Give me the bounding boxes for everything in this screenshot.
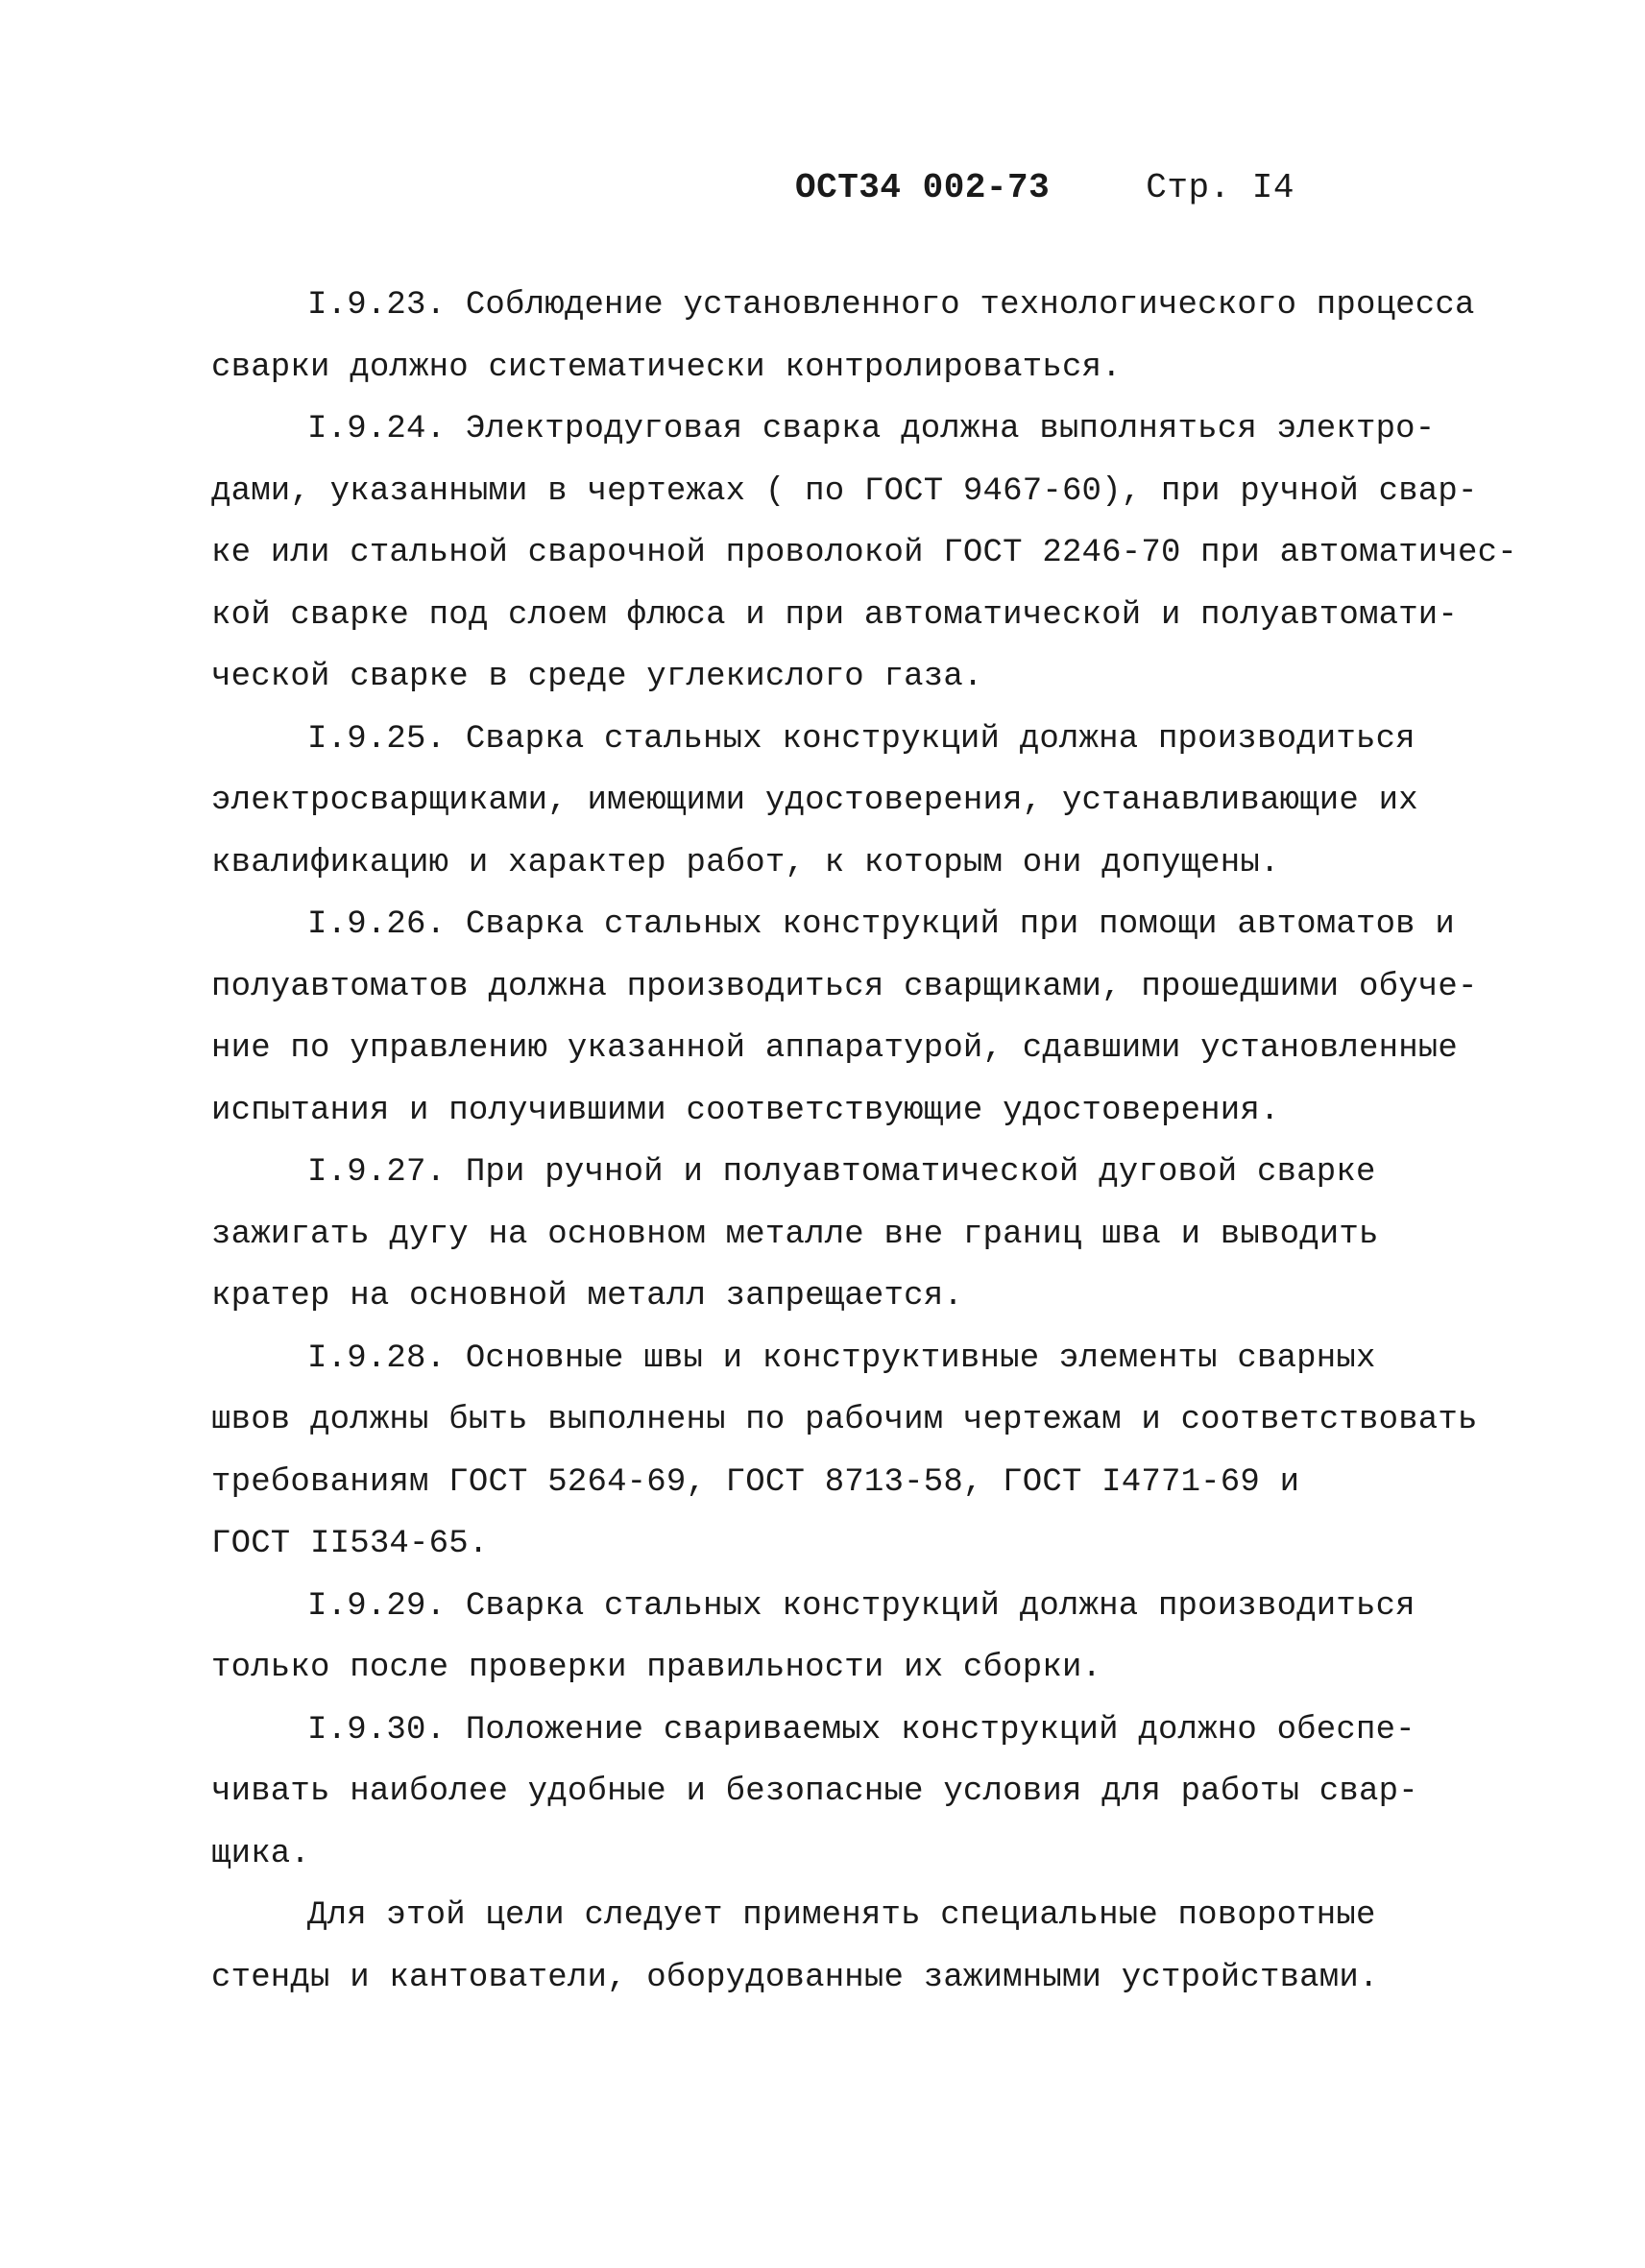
- paragraph-2-line-4: кой сварке под слоем флюса и при автоматической и полуавтомати-: [211, 596, 1459, 634]
- paragraph-2-line-3: ке или стальной сварочной проволокой ГОСТ 2246-70 при автоматичес-: [211, 535, 1517, 571]
- paragraph-1-line-2: сварки должно систематически контролироваться.: [211, 349, 1122, 386]
- paragraph-4-line-2: полуавтоматов должна производиться сварщиками, прошедшими обуче-: [211, 968, 1478, 1005]
- paragraph-2-line-5: ческой сварке в среде углекислого газа.: [211, 659, 983, 695]
- paragraph-3-line-1: I.9.25. Сварка стальных конструкций должна производиться: [307, 720, 1415, 758]
- paragraph-3-line-2: электросварщиками, имеющими удостоверения, устанавливающие их: [211, 783, 1418, 819]
- paragraph-6-line-4: ГОСТ II534-65.: [211, 1526, 489, 1562]
- paragraph-7-line-1: I.9.29. Сварка стальных конструкций должна производиться: [307, 1587, 1415, 1625]
- paragraph-4-line-1: I.9.26. Сварка стальных конструкций при помощи автоматов и: [307, 906, 1455, 943]
- paragraph-8-line-1: I.9.30. Положение свариваемых конструкций должно обеспе-: [307, 1711, 1415, 1749]
- page-number: Стр. I4: [1146, 168, 1294, 207]
- paragraph-4-line-4: испытания и получившими соответствующие удостоверения.: [211, 1092, 1280, 1129]
- document-code: ОСТ34 002-73: [795, 168, 1051, 207]
- paragraph-6-line-3: требованиям ГОСТ 5264-69, ГОСТ 8713-58, ГОСТ I4771-69 и: [211, 1463, 1300, 1501]
- paragraph-5-line-2: зажигать дугу на основном металле вне границ шва и выводить: [211, 1216, 1379, 1253]
- paragraph-6-line-1: I.9.28. Основные швы и конструктивные элементы сварных: [307, 1339, 1376, 1377]
- paragraph-9-line-2: стенды и кантователи, оборудованные зажимными устройствами.: [211, 1959, 1379, 1996]
- paragraph-8-line-2: чивать наиболее удобные и безопасные условия для работы свар-: [211, 1773, 1418, 1810]
- paragraph-6-line-2: швов должны быть выполнены по рабочим чертежам и соответствовать: [211, 1402, 1478, 1438]
- paragraph-3-line-3: квалификацию и характер работ, к которым они допущены.: [211, 844, 1280, 881]
- paragraph-5-line-3: кратер на основной металл запрещается.: [211, 1278, 963, 1315]
- paragraph-2-line-1: I.9.24. Электродуговая сварка должна выполняться электро-: [307, 411, 1436, 447]
- page-header: [795, 168, 1294, 207]
- paragraph-9-line-1: Для этой цели следует применять специальные поворотные: [307, 1897, 1376, 1934]
- paragraph-1-line-1: I.9.23. Соблюдение установленного технологического процесса: [307, 287, 1475, 324]
- paragraph-8-line-3: щика.: [211, 1835, 311, 1872]
- paragraph-2-line-2: дами, указанными в чертежах ( по ГОСТ 9467-60), при ручной свар-: [211, 472, 1478, 510]
- document-body: [211, 275, 1517, 2009]
- paragraph-4-line-3: ние по управлению указанной аппаратурой, сдавшими установленные: [211, 1030, 1459, 1067]
- paragraph-7-line-2: только после проверки правильности их сборки.: [211, 1650, 1102, 1686]
- paragraph-5-line-1: I.9.27. При ручной и полуавтоматической дуговой сварке: [307, 1154, 1376, 1191]
